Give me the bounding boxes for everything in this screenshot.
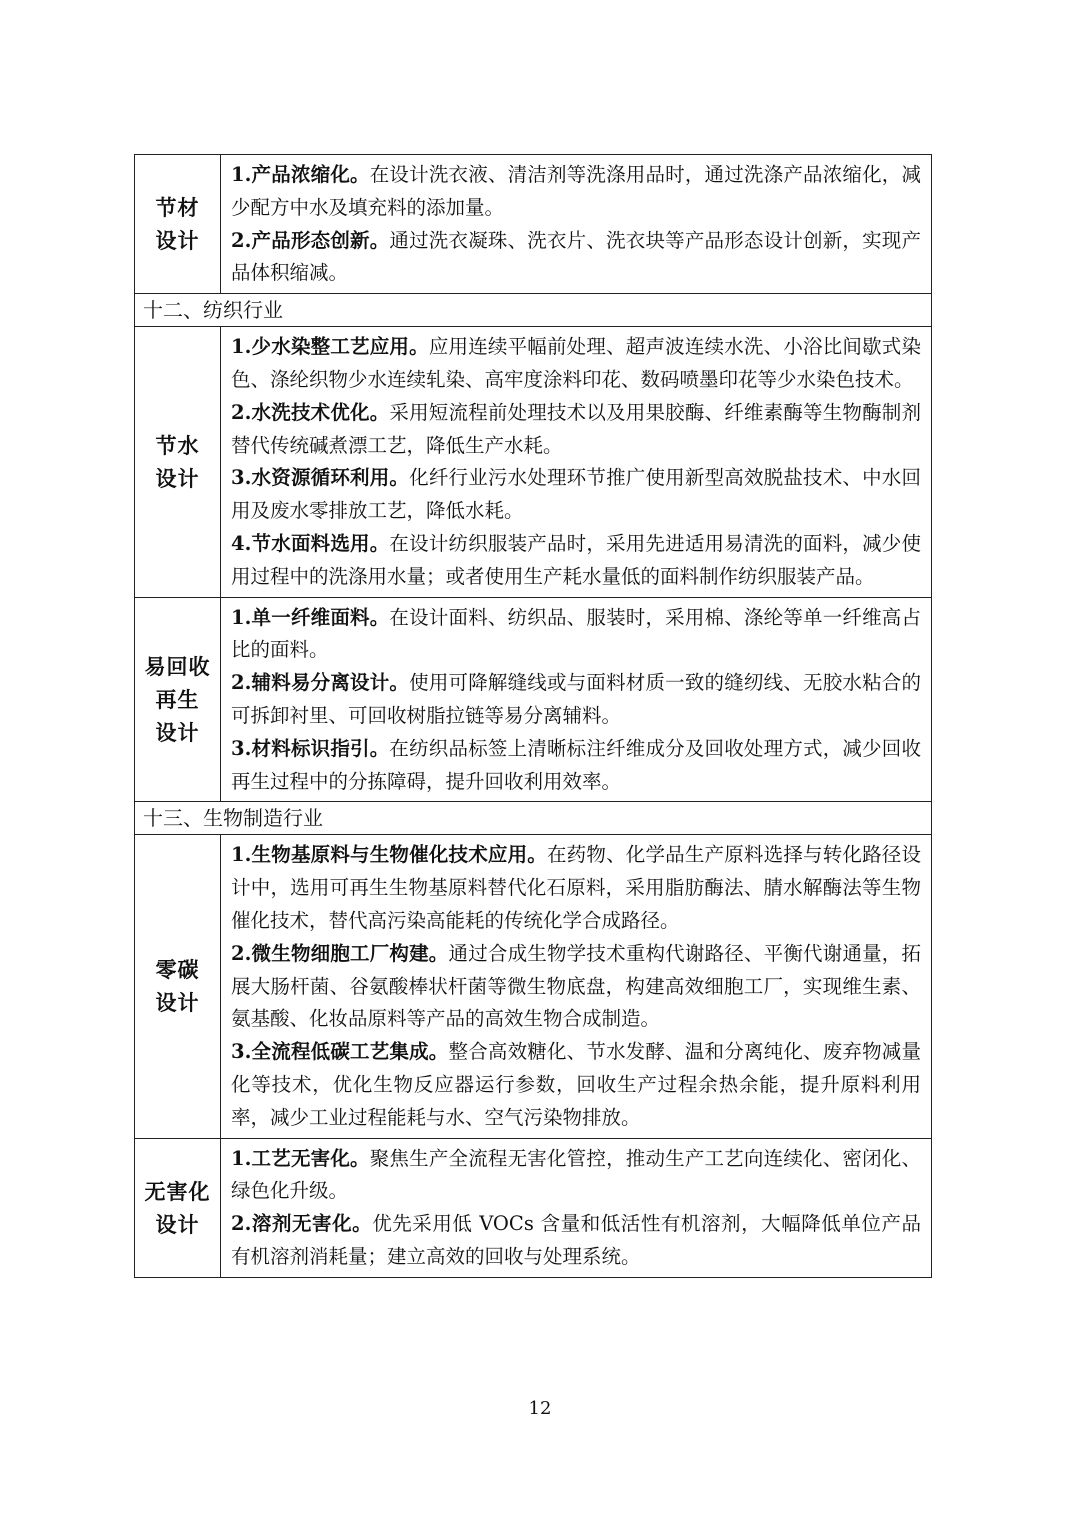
guideline-title: 4.节水面料选用。 xyxy=(231,531,390,555)
guideline-text: 聚焦生产全流程无害化管控，推动生产工艺向连续化、密闭化、绿色化升级。 xyxy=(231,1146,921,1203)
design-guidelines-table xyxy=(134,154,932,1278)
category-label: 易回收 xyxy=(144,653,211,679)
guideline-title: 2.辅料易分离设计。 xyxy=(231,671,410,695)
content-cell xyxy=(221,1138,932,1277)
content-cell xyxy=(221,597,932,802)
guideline-title: 3.全流程低碳工艺集成。 xyxy=(231,1040,449,1064)
category-label: 设计 xyxy=(155,465,200,491)
section-header-row xyxy=(135,294,932,327)
guideline-title: 2.微生物细胞工厂构建。 xyxy=(231,941,449,965)
guideline-item xyxy=(231,225,921,291)
guideline-item xyxy=(231,1208,921,1274)
guideline-title: 3.材料标识指引。 xyxy=(231,736,390,760)
guideline-text: 应用连续平幅前处理、超声波连续水洗、小浴比间歇式染色、涤纶织物少水连续轧染、高牢度涂料印花、数码喷墨印花等少水染色技术。 xyxy=(231,335,921,391)
guideline-title: 1.少水染整工艺应用。 xyxy=(231,335,429,359)
guideline-text: 整合高效糖化、节水发酵、温和分离纯化、废弃物减量化等技术，优化生物反应器运行参数，回收生产过程余热余能，提升原料利用率，减少工业过程能耗与水、空气污染物排放。 xyxy=(231,1040,921,1129)
guideline-title: 3.水资源循环利用。 xyxy=(231,466,410,490)
category-label: 节材 xyxy=(155,195,200,221)
table-row xyxy=(135,597,932,802)
category-label: 零碳 xyxy=(155,957,200,983)
category-cell xyxy=(135,155,221,294)
guideline-item xyxy=(231,1143,921,1209)
guideline-title: 2.产品形态创新。 xyxy=(231,228,390,252)
guideline-text: 在纺织品标签上清晰标注纤维成分及回收处理方式，减少回收再生过程中的分拣障碍，提升回收利用效率。 xyxy=(231,736,921,793)
category-cell xyxy=(135,327,221,597)
category-label: 设计 xyxy=(155,1211,200,1237)
guideline-item xyxy=(231,462,921,528)
guideline-title: 1.产品浓缩化。 xyxy=(231,163,370,186)
guideline-item xyxy=(231,667,921,733)
guideline-item xyxy=(231,397,921,463)
guideline-title: 2.溶剂无害化。 xyxy=(231,1212,373,1236)
content-cell xyxy=(221,327,932,597)
guideline-text: 在设计面料、纺织品、服装时，采用棉、涤纶等单一纤维高占比的面料。 xyxy=(231,605,921,662)
guideline-title: 2.水洗技术优化。 xyxy=(231,400,390,424)
guideline-item xyxy=(231,159,921,225)
category-label: 设计 xyxy=(155,228,200,254)
category-label: 无害化 xyxy=(144,1178,211,1204)
table-row xyxy=(135,835,932,1138)
table-row xyxy=(135,1138,932,1277)
category-label: 设计 xyxy=(155,719,200,745)
category-label: 再生 xyxy=(155,686,200,712)
category-cell xyxy=(135,835,221,1138)
category-cell xyxy=(135,1138,221,1277)
section-title: 十三、生物制造行业 xyxy=(135,802,932,835)
section-header-row xyxy=(135,802,932,835)
category-cell xyxy=(135,597,221,802)
guideline-item xyxy=(231,839,921,937)
section-title: 十二、纺织行业 xyxy=(135,294,932,327)
guideline-item xyxy=(231,331,921,397)
guideline-text: 通过洗衣凝珠、洗衣片、洗衣块等产品形态设计创新，实现产品体积缩减。 xyxy=(231,228,921,285)
content-cell xyxy=(221,155,932,294)
guideline-text: 化纤行业污水处理环节推广使用新型高效脱盐技术、中水回用及废水零排放工艺，降低水耗。 xyxy=(231,466,921,523)
table-row xyxy=(135,327,932,597)
guideline-title: 1.工艺无害化。 xyxy=(231,1146,370,1170)
page-number: 12 xyxy=(528,1398,552,1419)
guideline-text: 通过合成生物学技术重构代谢路径、平衡代谢通量，拓展大肠杆菌、谷氨酸棒状杆菌等微生物底盘，构建高效细胞工厂，实现维生素、氨基酸、化妆品原料等产品的高效生物合成制造。 xyxy=(231,941,921,1031)
content-cell xyxy=(221,835,932,1138)
guideline-item xyxy=(231,938,921,1036)
guideline-text: 在设计纺织服装产品时，采用先进适用易清洗的面料，减少使用过程中的洗涤用水量；或者使用生产耗水量低的面料制作纺织服装产品。 xyxy=(231,531,921,588)
table-row xyxy=(135,155,932,294)
guideline-text: 在设计洗衣液、清洁剂等洗涤用品时，通过洗涤产品浓缩化，减少配方中水及填充料的添加量。 xyxy=(231,163,921,219)
guideline-text: 优先采用低 VOCs 含量和低活性有机溶剂，大幅降低单位产品有机溶剂消耗量；建立高效的回收与处理系统。 xyxy=(231,1212,921,1268)
guideline-item xyxy=(231,528,921,594)
guideline-item xyxy=(231,602,921,668)
guideline-text: 使用可降解缝线或与面料材质一致的缝纫线、无胶水粘合的可拆卸衬里、可回收树脂拉链等易分离辅料。 xyxy=(231,671,921,727)
guideline-text: 在药物、化学品生产原料选择与转化路径设计中，选用可再生生物基原料替代化石原料，采用脂肪酶法、腈水解酶法等生物催化技术，替代高污染高能耗的传统化学合成路径。 xyxy=(231,843,921,932)
category-label: 节水 xyxy=(155,432,200,458)
guideline-text: 采用短流程前处理技术以及用果胶酶、纤维素酶等生物酶制剂替代传统碱煮漂工艺，降低生产水耗。 xyxy=(231,400,921,457)
category-label: 设计 xyxy=(155,990,200,1016)
guideline-title: 1.生物基原料与生物催化技术应用。 xyxy=(231,843,547,867)
guideline-title: 1.单一纤维面料。 xyxy=(231,605,390,629)
guideline-item xyxy=(231,1036,921,1134)
guideline-item xyxy=(231,733,921,799)
